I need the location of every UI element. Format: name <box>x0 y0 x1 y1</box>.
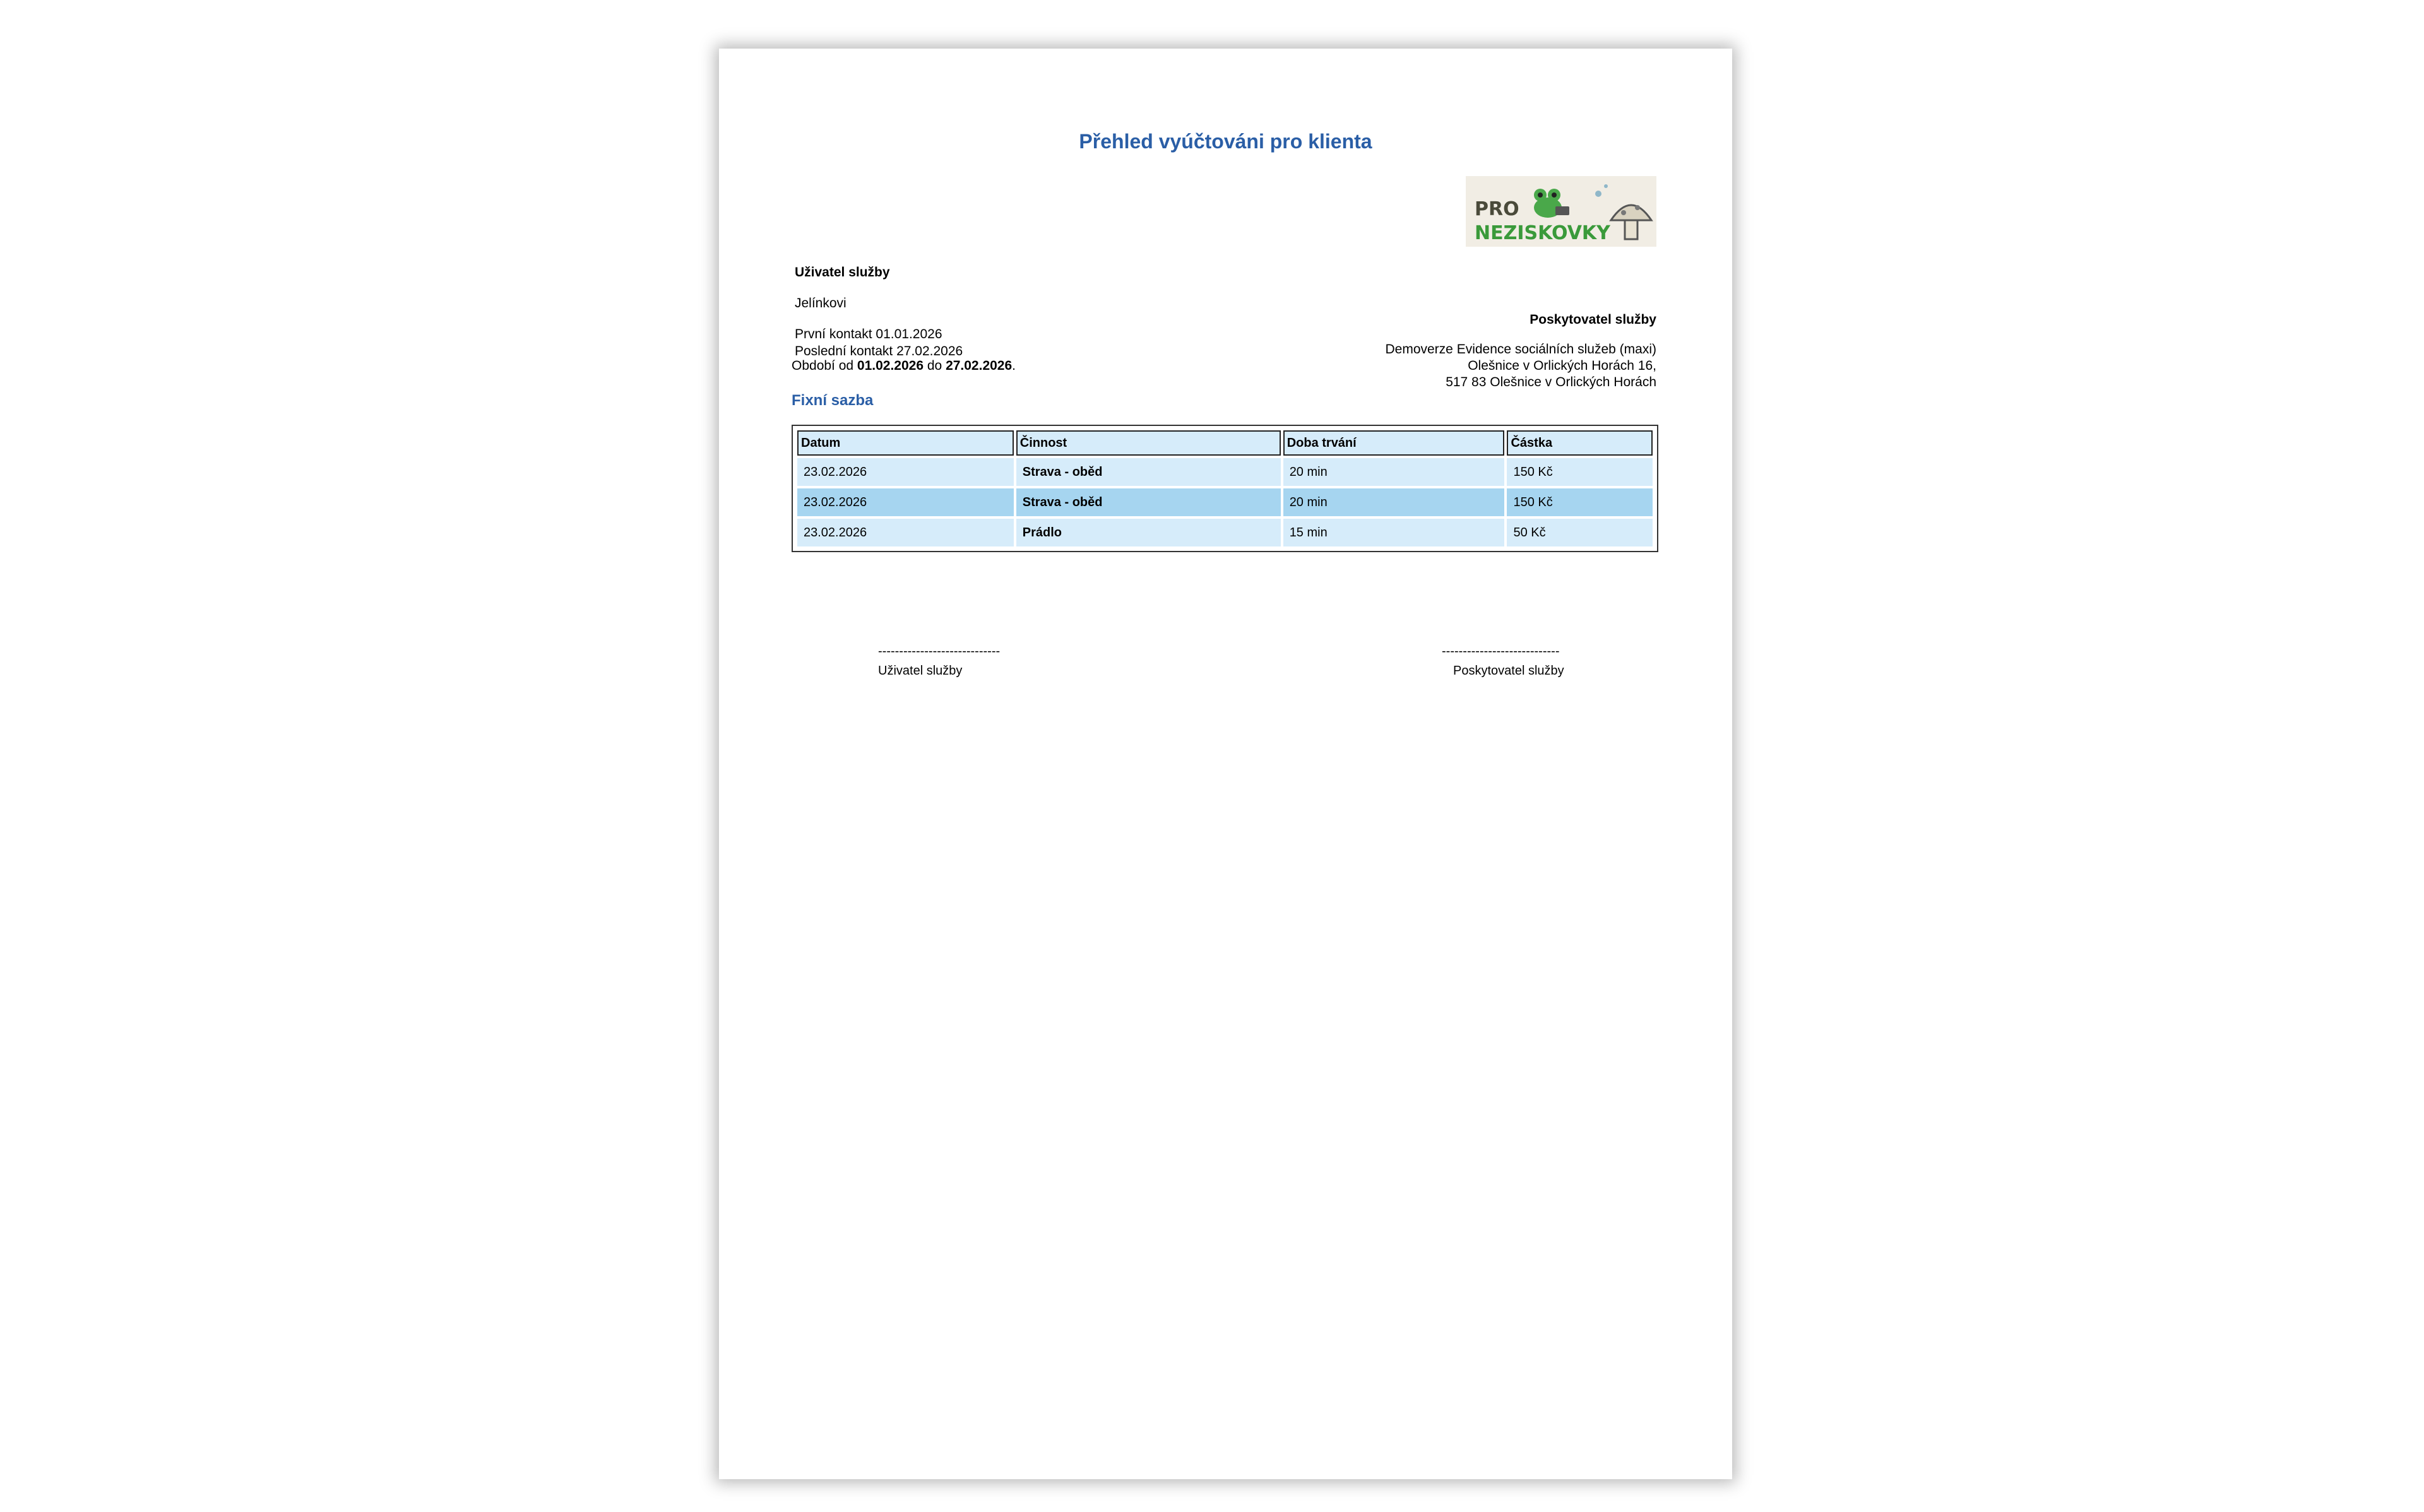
cell-date: 23.02.2026 <box>797 488 1014 516</box>
cell-activity: Strava - oběd <box>1016 488 1281 516</box>
cell-activity: Prádlo <box>1016 519 1281 546</box>
client-name: Jelínkovi <box>795 296 847 310</box>
cell-amount: 150 Kč <box>1507 458 1653 486</box>
provider-heading: Poskytovatel služby <box>1530 312 1656 327</box>
table-row <box>797 488 1653 516</box>
cell-amount: 150 Kč <box>1507 488 1653 516</box>
logo-text-pro: PRO <box>1475 198 1519 220</box>
cell-duration: 20 min <box>1283 488 1505 516</box>
cell-date: 23.02.2026 <box>797 519 1014 546</box>
first-contact: První kontakt 01.01.2026 <box>795 327 942 341</box>
bubble-icon <box>1604 184 1608 188</box>
table-row <box>797 519 1653 546</box>
column-header-duration: Doba trvání <box>1283 430 1505 456</box>
column-header-amount: Částka <box>1507 430 1653 456</box>
cell-duration: 20 min <box>1283 458 1505 486</box>
client-signature-label: Uživatel služby <box>878 664 963 678</box>
column-header-date: Datum <box>797 430 1014 456</box>
column-header-activity: Činnost <box>1016 430 1281 456</box>
cell-amount: 50 Kč <box>1507 519 1653 546</box>
provider-name: Demoverze Evidence sociálních služeb (maxi) <box>1385 342 1656 357</box>
logo-text-neziskovky: NEZISKOVKY <box>1475 222 1610 244</box>
period-prefix: Období od <box>792 358 857 373</box>
last-contact: Poslední kontakt 27.02.2026 <box>795 344 963 358</box>
cell-activity: Strava - oběd <box>1016 458 1281 486</box>
billing-period <box>792 358 1016 374</box>
cell-duration: 15 min <box>1283 519 1505 546</box>
client-signature-line: ----------------------------- <box>878 644 1001 658</box>
document-page <box>719 49 1732 1479</box>
billing-table <box>792 425 1658 552</box>
section-title: Fixní sazba <box>792 392 874 409</box>
table-row <box>797 458 1653 486</box>
period-from: 01.02.2026 <box>857 358 924 373</box>
period-suffix: . <box>1012 358 1016 373</box>
period-middle: do <box>924 358 946 373</box>
pro-neziskovky-logo <box>1466 176 1656 247</box>
provider-signature-line: ---------------------------- <box>1442 644 1560 658</box>
document-title: Přehled vyúčtováni pro klienta <box>1079 130 1372 153</box>
table-header-row <box>797 430 1653 456</box>
period-to: 27.02.2026 <box>946 358 1013 373</box>
provider-address-line2: 517 83 Olešnice v Orlických Horách <box>1446 375 1656 389</box>
provider-address-line1: Olešnice v Orlických Horách 16, <box>1468 358 1656 373</box>
cell-date: 23.02.2026 <box>797 458 1014 486</box>
client-heading: Uživatel služby <box>795 265 890 280</box>
bubble-icon <box>1595 191 1601 197</box>
provider-signature-label: Poskytovatel služby <box>1453 664 1564 678</box>
